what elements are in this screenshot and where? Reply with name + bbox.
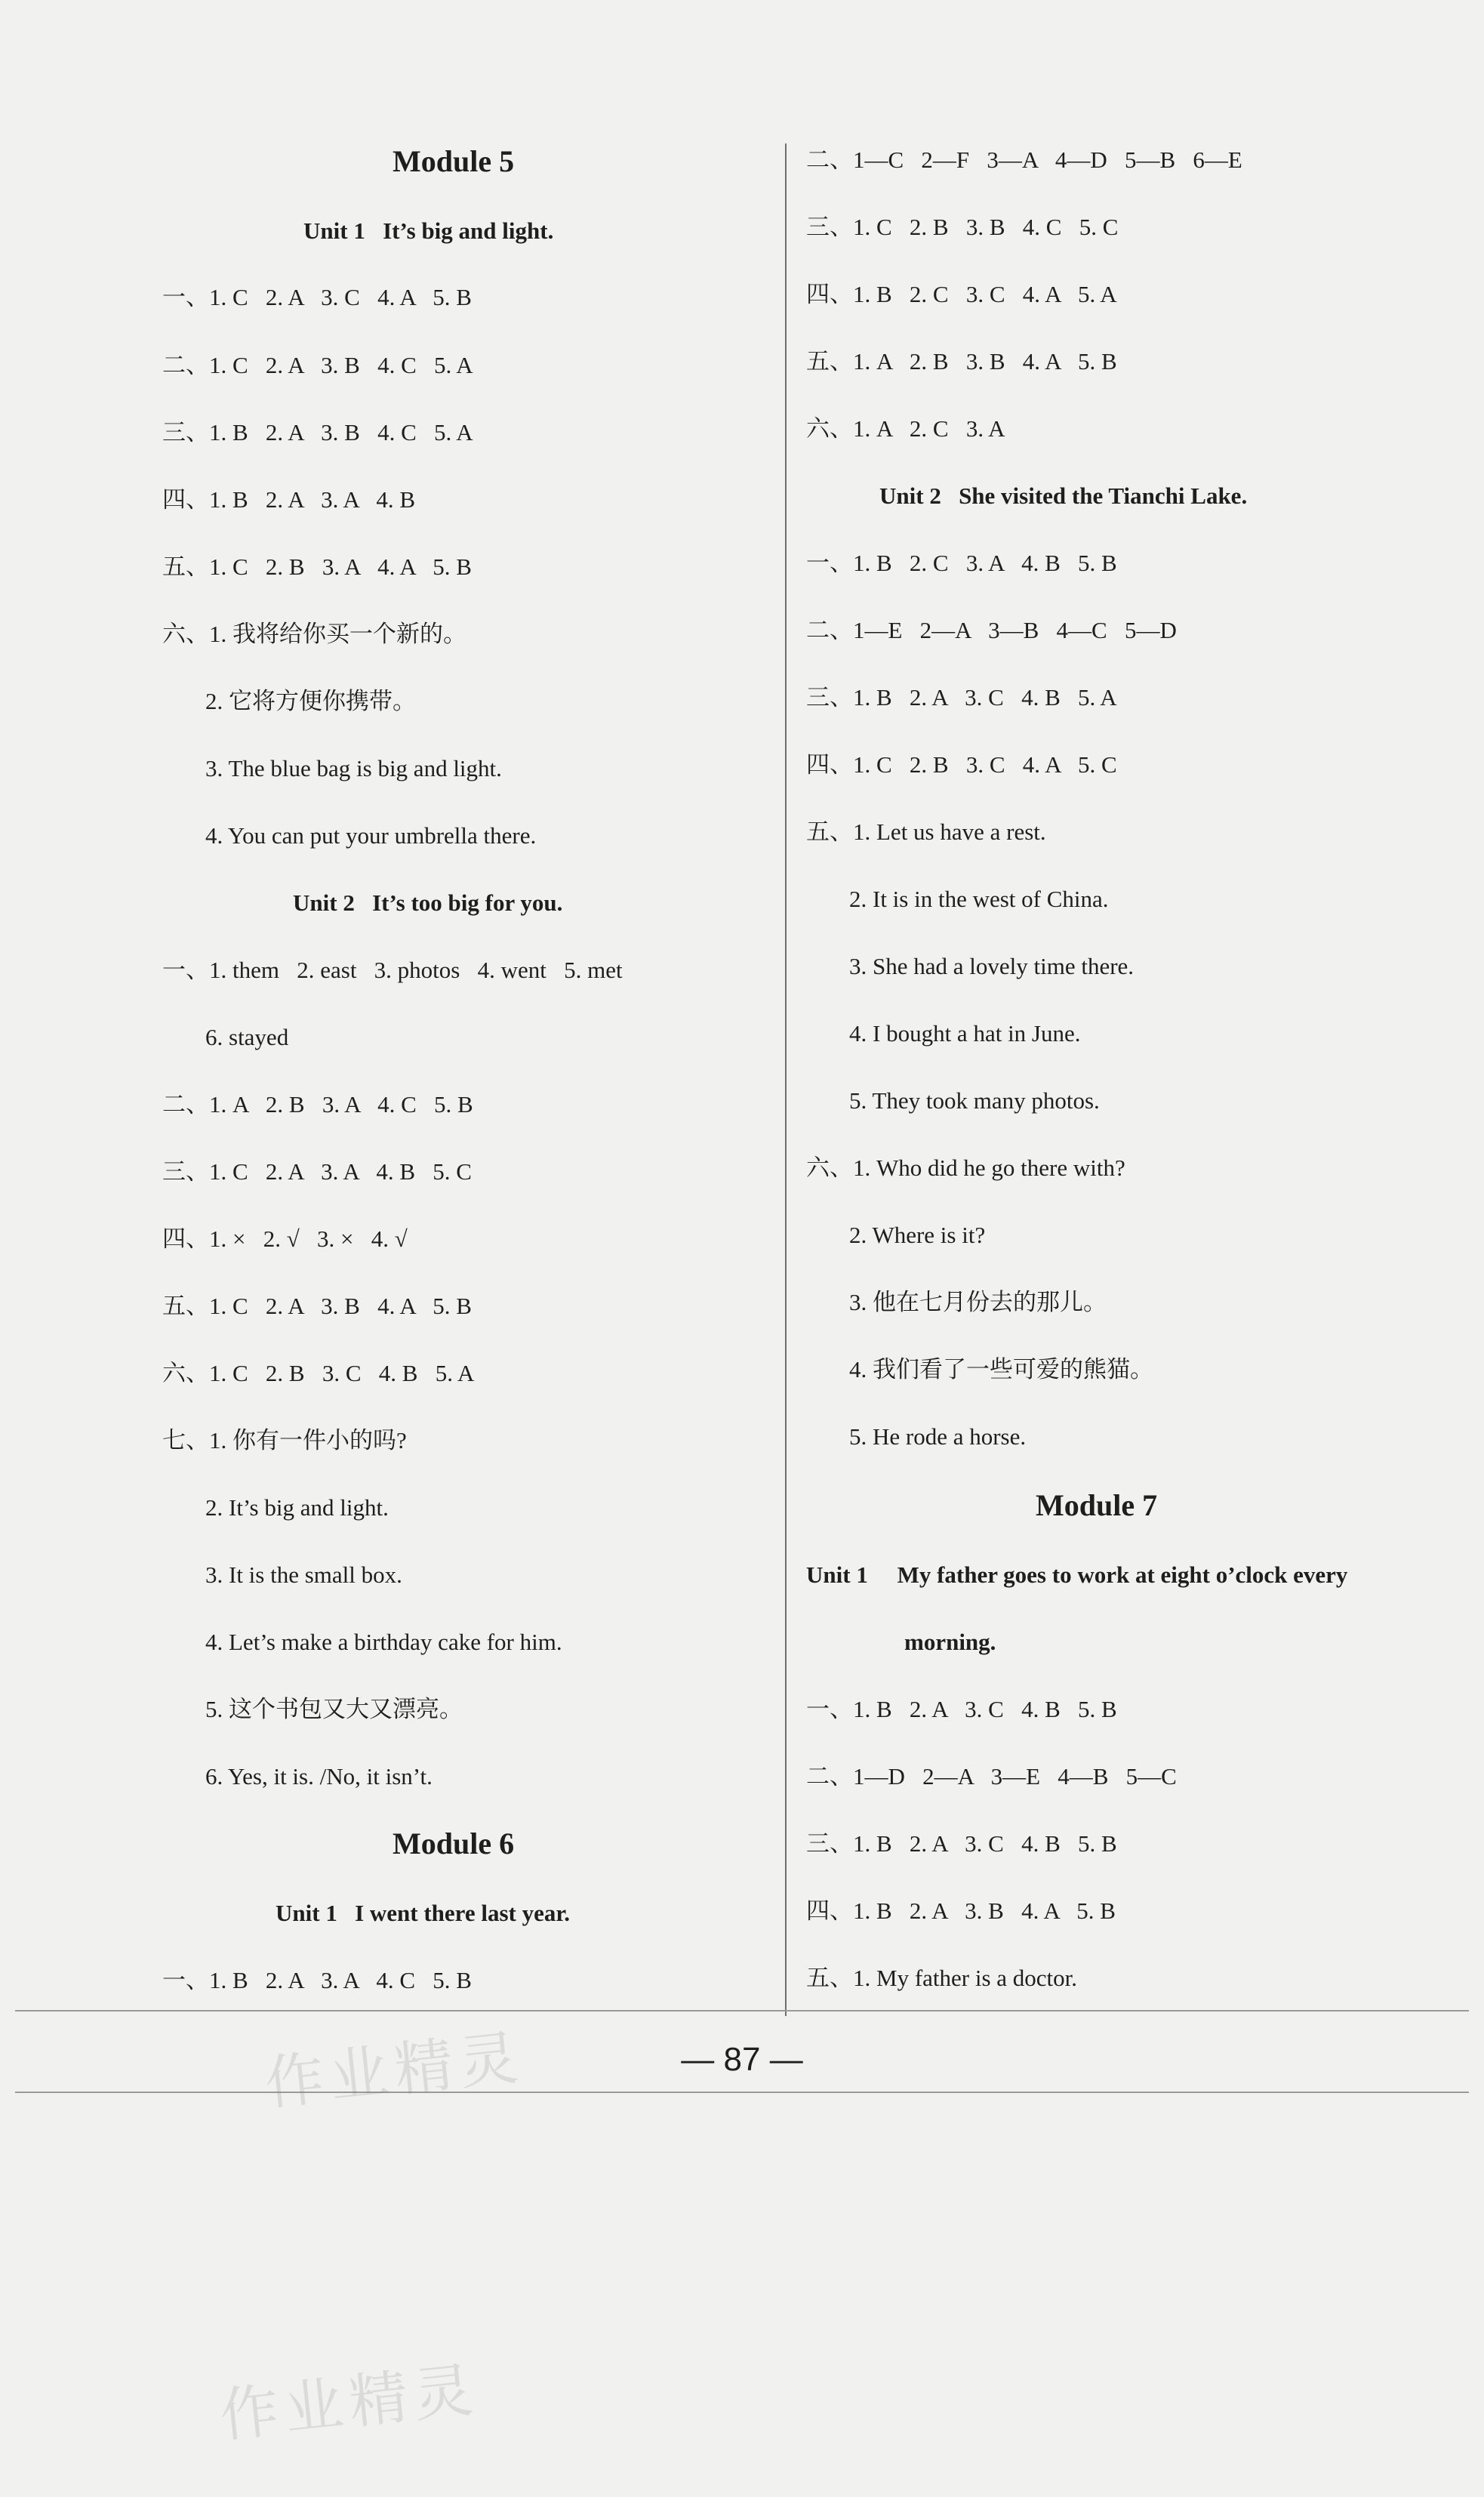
answer-line: 一、1. B 2. A 3. C 4. B 5. B [806, 1696, 1117, 1722]
page-number: — 87 — [681, 2041, 803, 2078]
answer-line: 六、1. 我将给你买一个新的。 [162, 621, 466, 647]
answer-line: 二、1. A 2. B 3. A 4. C 5. B [162, 1091, 473, 1117]
m7-unit1-title-line2: morning. [904, 1629, 996, 1655]
answer-line: 一、1. C 2. A 3. C 4. A 5. B [162, 284, 472, 310]
answer-line: 二、1—D 2—A 3—E 4—B 5—C [806, 1763, 1177, 1790]
answer-line: 三、1. B 2. A 3. B 4. C 5. A [162, 419, 473, 445]
answer-line: 七、1. 你有一件小的吗? [162, 1427, 407, 1454]
answer-line: 一、1. B 2. C 3. A 4. B 5. B [806, 550, 1117, 576]
answer-line: 6. Yes, it is. /No, it isn’t. [205, 1763, 433, 1790]
answer-line: 三、1. C 2. B 3. B 4. C 5. C [806, 214, 1119, 240]
column-divider [785, 143, 787, 2016]
answer-line: 2. 它将方便你携带。 [205, 688, 416, 714]
answer-line: 四、1. B 2. A 3. A 4. B [162, 486, 416, 513]
answer-line: 二、1—C 2—F 3—A 4—D 5—B 6—E [806, 146, 1242, 173]
answer-line: 2. It is in the west of China. [849, 886, 1109, 912]
m5-unit1-title: Unit 1 It’s big and light. [303, 217, 554, 244]
answer-line: 3. She had a lovely time there. [849, 953, 1135, 979]
m6-unit2-title: Unit 2 She visited the Tianchi Lake. [879, 482, 1248, 509]
answer-line: 五、1. A 2. B 3. B 4. A 5. B [806, 348, 1117, 375]
answer-line: 四、1. C 2. B 3. C 4. A 5. C [806, 751, 1117, 778]
module7-title: Module 7 [1036, 1488, 1158, 1522]
module5-title: Module 5 [393, 144, 515, 178]
answer-line: 四、1. B 2. A 3. B 4. A 5. B [806, 1897, 1116, 1924]
answer-line: 五、1. C 2. B 3. A 4. A 5. B [162, 553, 472, 580]
answer-line: 二、1. C 2. A 3. B 4. C 5. A [162, 352, 473, 378]
answer-line: 4. Let’s make a birthday cake for him. [205, 1629, 562, 1655]
module6-title: Module 6 [393, 1827, 515, 1860]
answer-line: 4. 我们看了一些可爱的熊猫。 [849, 1356, 1153, 1383]
footer-rule-bottom [15, 2092, 1469, 2093]
answer-line: 6. stayed [205, 1024, 289, 1050]
answer-line: 一、1. B 2. A 3. A 4. C 5. B [162, 1967, 472, 1993]
answer-line: 3. 他在七月份去的那儿。 [849, 1289, 1107, 1315]
answer-line: 4. You can put your umbrella there. [205, 822, 537, 849]
answer-line: 5. He rode a horse. [849, 1423, 1027, 1450]
answer-line: 3. The blue bag is big and light. [205, 755, 502, 781]
watermark-logo: 作业精灵 [216, 2356, 482, 2451]
answer-line: 四、1. B 2. C 3. C 4. A 5. A [806, 281, 1117, 307]
answer-line: 4. I bought a hat in June. [849, 1020, 1081, 1047]
answer-line: 六、1. C 2. B 3. C 4. B 5. A [162, 1360, 475, 1386]
answer-line: 二、1—E 2—A 3—B 4—C 5—D [806, 617, 1177, 643]
answer-line: 5. 这个书包又大又漂亮。 [205, 1696, 463, 1722]
answer-line: 五、1. C 2. A 3. B 4. A 5. B [162, 1293, 472, 1319]
answer-line: 四、1. × 2. √ 3. × 4. √ [162, 1225, 408, 1252]
answer-line: 三、1. B 2. A 3. C 4. B 5. A [806, 684, 1117, 711]
answer-line: 三、1. C 2. A 3. A 4. B 5. C [162, 1158, 472, 1185]
answer-line: 2. Where is it? [849, 1222, 986, 1248]
answer-line: 2. It’s big and light. [205, 1494, 389, 1521]
answer-line: 一、1. them 2. east 3. photos 4. went 5. met [162, 957, 623, 983]
answer-line: 五、1. Let us have a rest. [806, 818, 1046, 845]
answer-line: 5. They took many photos. [849, 1087, 1100, 1114]
watermark-logo: 作业精灵 [261, 2024, 528, 2119]
answer-line: 三、1. B 2. A 3. C 4. B 5. B [806, 1830, 1117, 1857]
answer-line: 六、1. A 2. C 3. A [806, 415, 1005, 442]
m7-unit1-title-line1: Unit 1 My father goes to work at eight o’clock every [806, 1561, 1348, 1588]
m6-unit1-title: Unit 1 I went there last year. [276, 1900, 571, 1926]
answer-line: 3. It is the small box. [205, 1561, 402, 1588]
m5-unit2-title: Unit 2 It’s too big for you. [293, 889, 563, 916]
answer-line: 六、1. Who did he go there with? [806, 1154, 1125, 1181]
answer-line: 五、1. My father is a doctor. [806, 1965, 1078, 1991]
footer-rule-top [15, 2010, 1469, 2011]
